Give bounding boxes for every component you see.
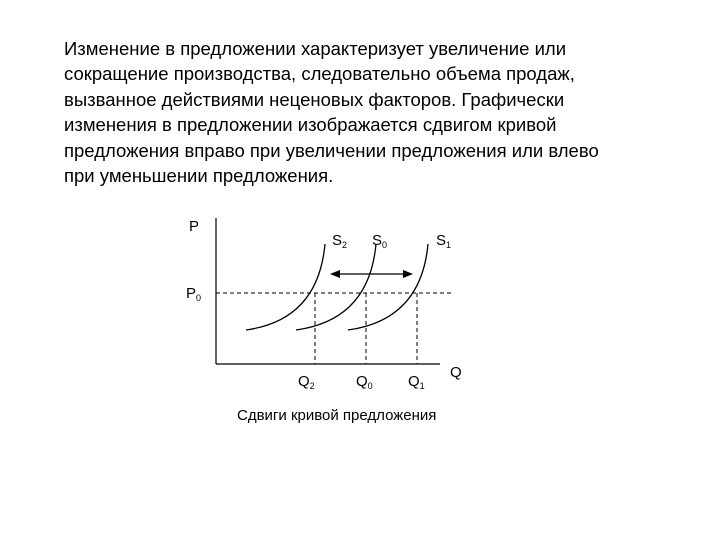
- price-label-p0: $P_0$: [186, 285, 202, 303]
- paragraph-line: изменения в предложении изображается сдвигом кривой: [64, 114, 557, 136]
- quantity-label-q1: $Q_1$: [408, 373, 425, 391]
- paragraph-line: вызванное действиями неценовых факторов. Графически: [64, 88, 565, 110]
- paragraph-line: предложения вправо при увеличении предложения или влево: [64, 139, 599, 161]
- x-axis-label: Q: [450, 364, 462, 381]
- curve-label-s1: $S_1$: [436, 232, 452, 250]
- diagram-caption: Сдвиги кривой предложения: [237, 407, 437, 424]
- supply-curve-s1: [348, 244, 428, 330]
- quantity-label-q2: $Q_2$: [298, 373, 315, 391]
- supply-curve-s2: [246, 244, 325, 330]
- quantity-label-q0: $Q_0$: [356, 373, 373, 391]
- shift-arrow-right-head: [403, 270, 413, 278]
- paragraph-line: при уменьшении предложения.: [64, 165, 334, 187]
- curve-label-s2: $S_2$: [332, 232, 348, 250]
- supply-curve-s0: [296, 244, 376, 330]
- shift-arrow-left-head: [330, 270, 340, 278]
- paragraph-line: Изменение в предложении характеризует увеличение или: [64, 38, 567, 59]
- paragraph-line: сокращение производства, следовательно объема продаж,: [64, 63, 575, 85]
- y-axis-label: P: [189, 218, 200, 235]
- curve-label-s0: $S_0$: [372, 232, 388, 250]
